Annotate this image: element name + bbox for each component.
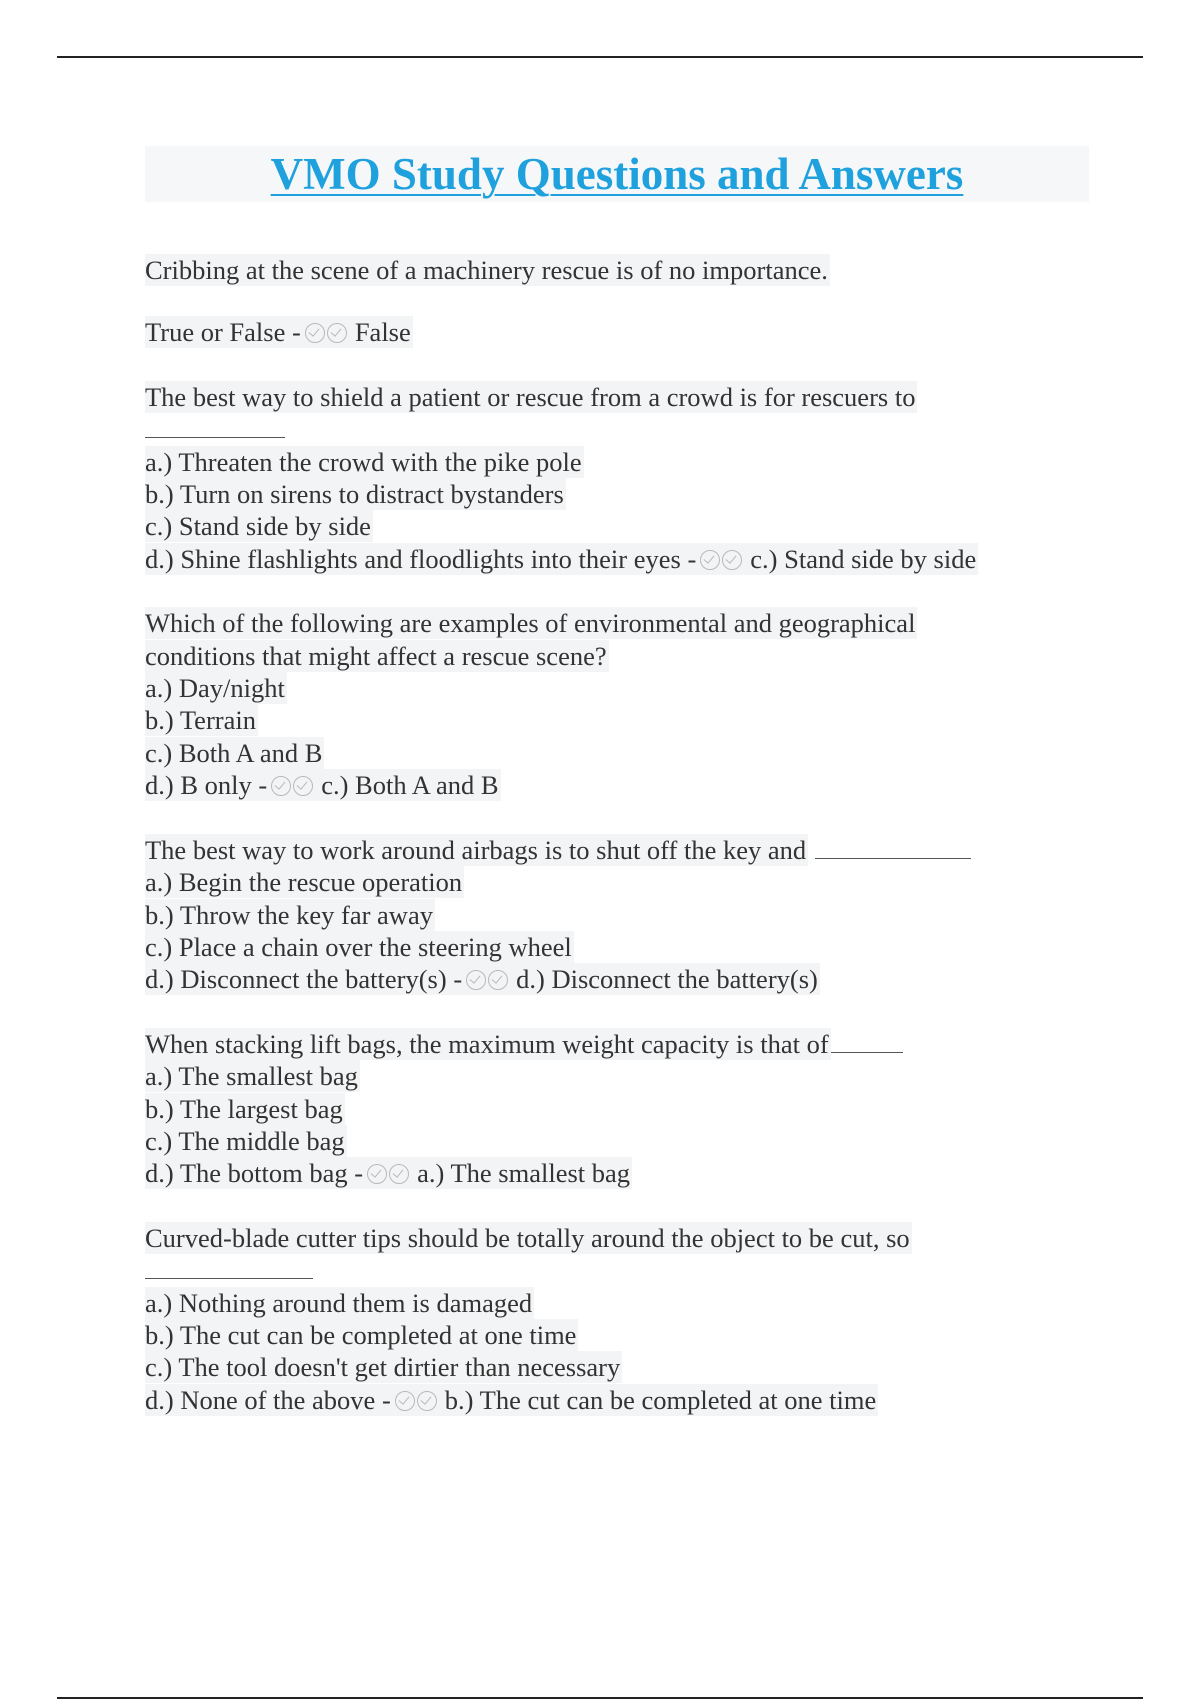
option-item: d.) Shine flashlights and floodlights into their eyes	[145, 543, 681, 574]
option-item: b.) The largest bag	[145, 1093, 343, 1124]
answer-line: d.) None of the above - b.) The cut can be completed at one time	[145, 1384, 877, 1415]
answer-text: False	[354, 317, 411, 348]
option-item: a.) Nothing around them is damaged	[145, 1287, 533, 1318]
question-block	[145, 1222, 1095, 1416]
option-item: c.) Stand side by side	[145, 511, 371, 542]
option-item: a.) The smallest bag	[145, 1061, 358, 1092]
question-block	[145, 381, 1095, 575]
option-item: a.) Threaten the crowd with the pike pole	[145, 446, 582, 477]
answer-line: d.) Shine flashlights and floodlights into their eyes - c.) Stand side by side	[145, 543, 977, 574]
answer-blank	[831, 1030, 903, 1053]
double-check-icon	[395, 1384, 439, 1416]
answer-line: True or False - False	[145, 317, 411, 348]
option-item: b.) Terrain	[145, 705, 256, 736]
question-text: Curved-blade cutter tips should be totally around the object to be cut, so	[145, 1222, 910, 1253]
answer-text: b.) The cut can be completed at one time	[444, 1384, 877, 1415]
question-text: Which of the following are examples of environmental and geographical	[145, 608, 916, 639]
question-list	[145, 254, 1095, 1416]
top-rule	[57, 56, 1143, 58]
option-item: b.) Throw the key far away	[145, 899, 433, 930]
answer-text: c.) Both A and B	[321, 770, 499, 801]
answer-prefix: True or False	[145, 317, 286, 348]
option-item: c.) The tool doesn't get dirtier than necessary	[145, 1352, 621, 1383]
answer-line: d.) Disconnect the battery(s) - d.) Disconnect the battery(s)	[145, 964, 818, 995]
double-check-icon	[466, 963, 510, 995]
option-item: c.) Place a chain over the steering wheel	[145, 931, 572, 962]
question-text: The best way to shield a patient or rescue from a crowd is for rescuers to	[145, 381, 916, 412]
option-item: c.) Both A and B	[145, 737, 323, 768]
question-block	[145, 254, 1095, 349]
option-item: a.) Day/night	[145, 673, 285, 704]
bottom-rule	[57, 1697, 1143, 1699]
double-check-icon	[305, 316, 349, 348]
answer-blank	[145, 1256, 313, 1279]
answer-line: d.) The bottom bag - a.) The smallest bag	[145, 1158, 631, 1189]
title-band	[145, 146, 1089, 202]
question-text: When stacking lift bags, the maximum weight capacity is that of	[145, 1028, 829, 1059]
option-item: b.) Turn on sirens to distract bystanders	[145, 479, 564, 510]
question-block	[145, 607, 1095, 801]
option-item: b.) The cut can be completed at one time	[145, 1319, 577, 1350]
option-item: d.) None of the above	[145, 1384, 376, 1415]
question-block	[145, 834, 1095, 996]
document-title: VMO Study Questions and Answers	[270, 149, 964, 199]
answer-text: d.) Disconnect the battery(s)	[516, 964, 818, 995]
question-block	[145, 1028, 1095, 1190]
question-text: conditions that might affect a rescue scene?	[145, 640, 607, 671]
question-text: The best way to work around airbags is to shut off the key and	[145, 834, 807, 865]
double-check-icon	[271, 769, 315, 801]
option-item: c.) The middle bag	[145, 1125, 345, 1156]
double-check-icon	[367, 1157, 411, 1189]
answer-text: c.) Stand side by side	[750, 543, 977, 574]
question-text: Cribbing at the scene of a machinery rescue is of no importance.	[145, 255, 828, 285]
double-check-icon	[700, 543, 744, 575]
option-item: d.) The bottom bag	[145, 1158, 348, 1189]
answer-blank	[145, 415, 285, 438]
answer-text: a.) The smallest bag	[417, 1158, 631, 1189]
answer-blank	[815, 836, 971, 859]
option-item: a.) Begin the rescue operation	[145, 867, 463, 898]
answer-line: d.) B only - c.) Both A and B	[145, 770, 499, 801]
option-item: d.) Disconnect the battery(s)	[145, 964, 447, 995]
option-item: d.) B only	[145, 770, 252, 801]
